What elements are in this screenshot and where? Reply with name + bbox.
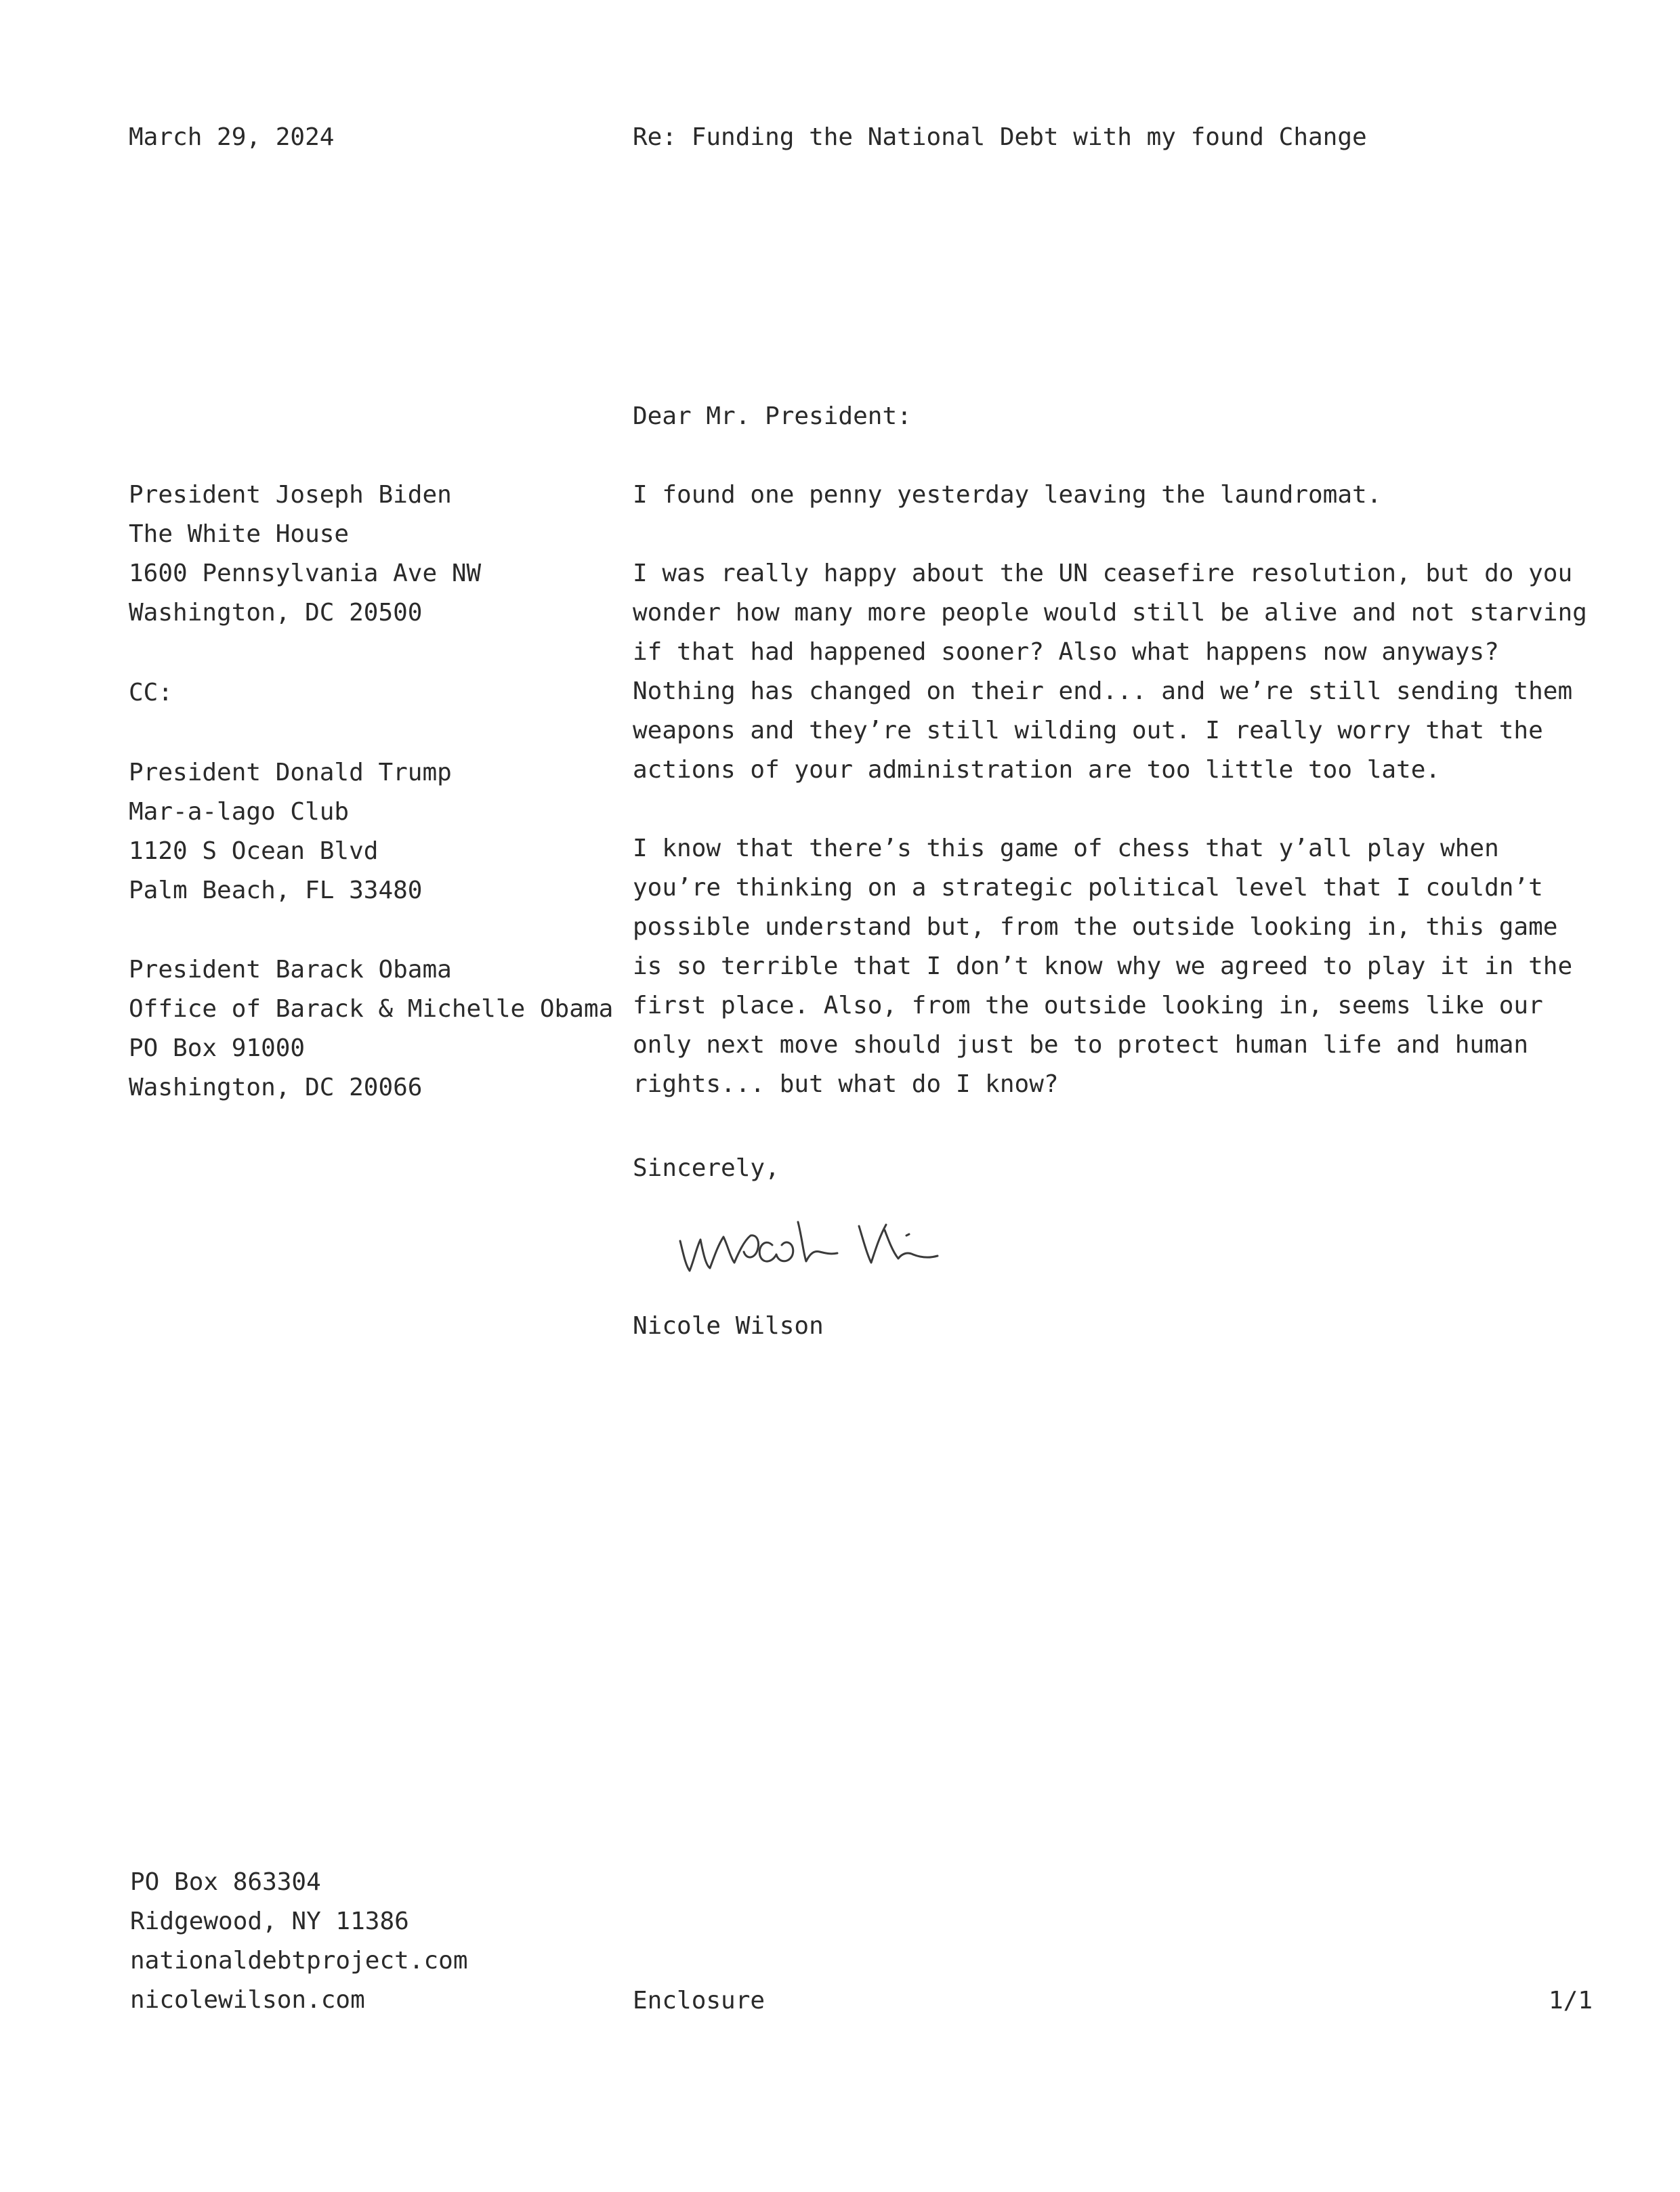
cc-line: Office of Barack & Michelle Obama xyxy=(129,995,614,1023)
body-paragraph: I know that there’s this game of chess that y’all play when you’re thinking on a strategic political level that I couldn’t possible understand but, from the outside looking in, this game is so terrible that I don’t know why we agreed to play it in the first place. Also, from the outside looking in, seems like our only next move should just be to protect human life and human rights... but what do I know? xyxy=(633,835,1573,1098)
sender-website-link: nationaldebtproject.com xyxy=(130,1947,468,1975)
recipient-line: President Joseph Biden xyxy=(129,481,452,509)
cc-address-trump xyxy=(129,753,452,910)
recipient-line: The White House xyxy=(129,520,350,548)
body-paragraph: I found one penny yesterday leaving the laundromat. xyxy=(633,481,1382,509)
enclosure-note: Enclosure xyxy=(633,1987,765,2015)
recipient-line: Washington, DC 20500 xyxy=(129,599,423,627)
cc-line: 1120 S Ocean Blvd xyxy=(129,837,379,865)
subject-line: Re: Funding the National Debt with my found Change xyxy=(633,123,1367,151)
cc-line: President Donald Trump xyxy=(129,759,452,786)
sender-line: PO Box 863304 xyxy=(130,1868,321,1896)
sender-website-link: nicolewilson.com xyxy=(130,1986,365,2014)
letter-date: March 29, 2024 xyxy=(129,123,335,151)
cc-line: President Barack Obama xyxy=(129,956,452,984)
cc-address-obama xyxy=(129,950,613,1108)
cc-line: PO Box 91000 xyxy=(129,1034,306,1062)
salutation: Dear Mr. President: xyxy=(633,402,912,430)
handwritten-signature xyxy=(671,1198,1023,1298)
valediction: Sincerely, xyxy=(633,1154,780,1182)
cc-line: Mar-a-lago Club xyxy=(129,798,350,826)
cc-label: CC: xyxy=(129,679,173,707)
body-paragraph: I was really happy about the UN ceasefire resolution, but do you wonder how many more people would still be alive and not starving if that had happened sooner? Also what happens now anyways? Nothing has changed on their end... and we’re still sending them weapons and they’re still wilding out. I really worry that the actions of your administration are too little too late. xyxy=(633,560,1587,784)
sender-line: Ridgewood, NY 11386 xyxy=(130,1908,409,1935)
recipient-line: 1600 Pennsylvania Ave NW xyxy=(129,560,482,587)
recipient-address xyxy=(129,476,481,633)
letter-body xyxy=(633,476,1595,1104)
cc-line: Palm Beach, FL 33480 xyxy=(129,877,423,904)
sender-address xyxy=(130,1863,468,2020)
cc-line: Washington, DC 20066 xyxy=(129,1074,423,1101)
signer-name: Nicole Wilson xyxy=(633,1312,824,1340)
page-number: 1/1 xyxy=(1549,1987,1593,2015)
